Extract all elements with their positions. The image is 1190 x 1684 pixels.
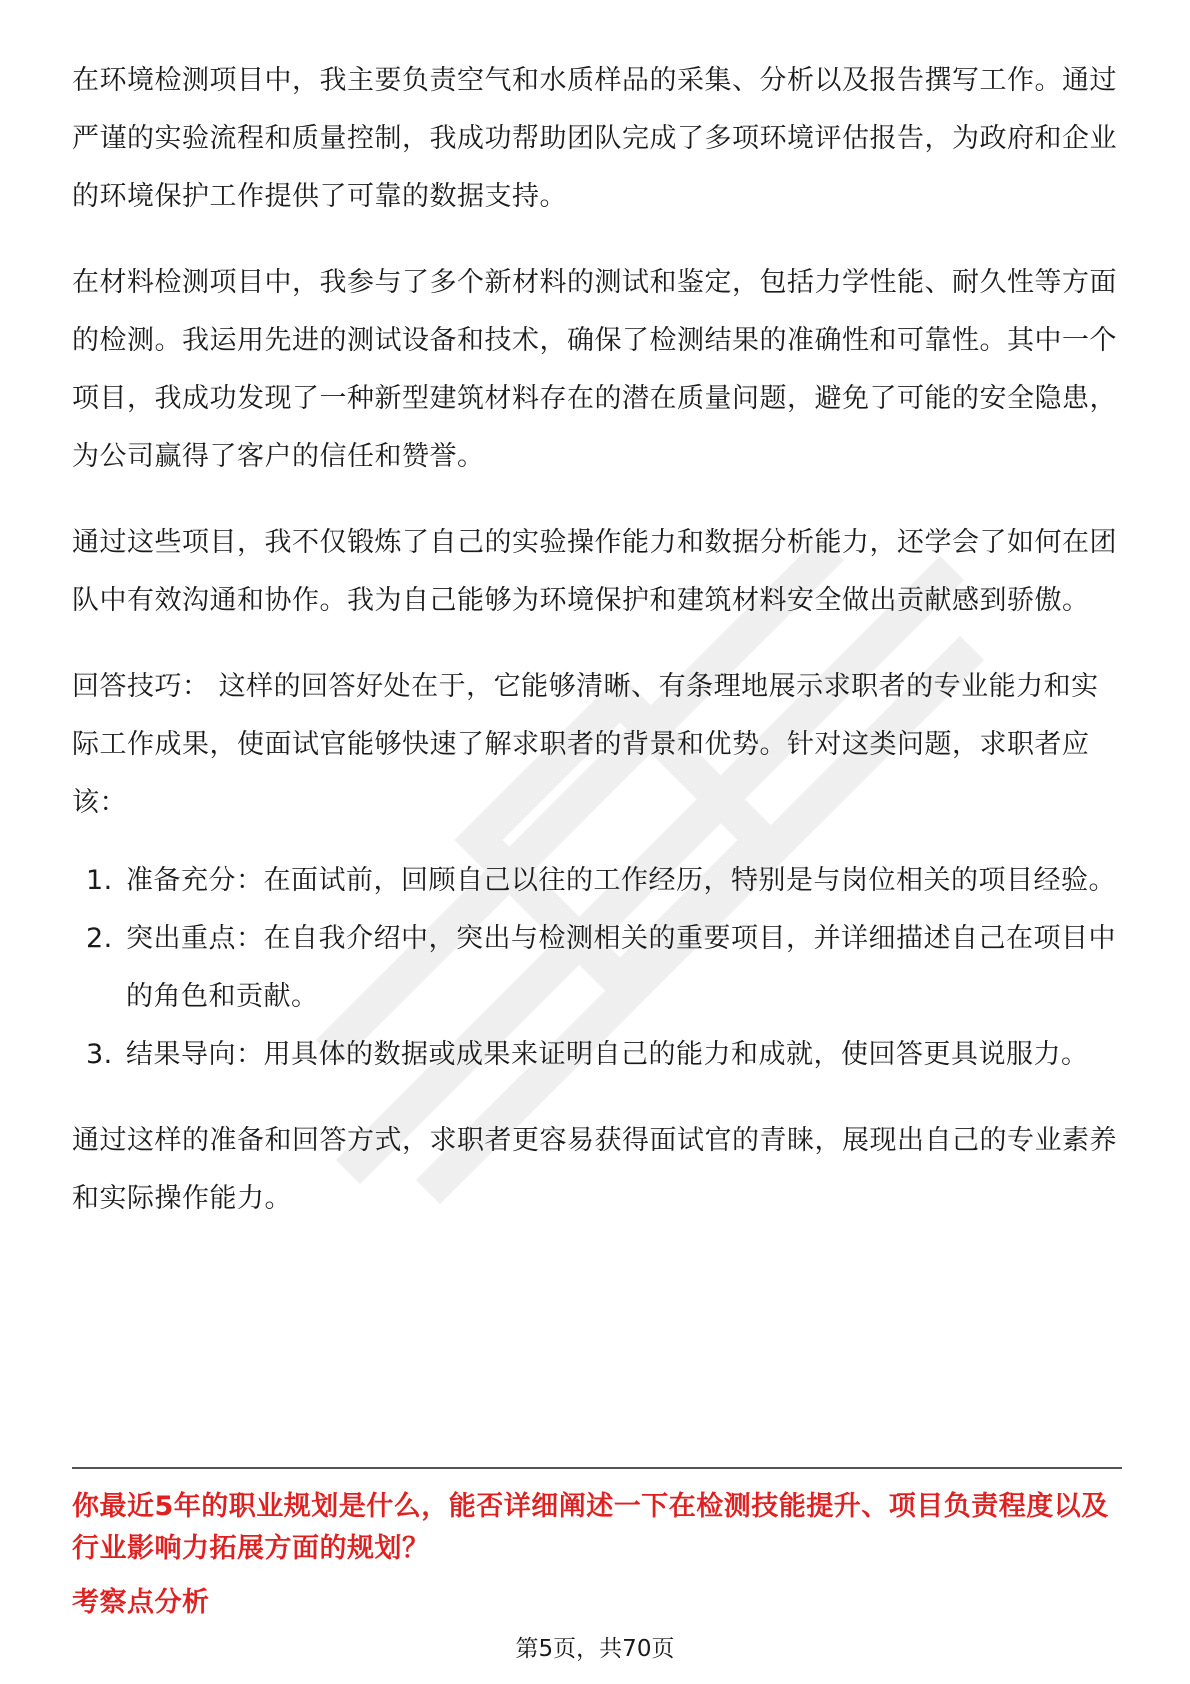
- list-number: 3.: [86, 1039, 113, 1070]
- list-text: 准备充分：在面试前，回顾自己以往的工作经历，特别是与岗位相关的项目经验。: [126, 865, 1116, 896]
- list-number: 1.: [86, 865, 113, 896]
- list-item: [72, 852, 1122, 910]
- paragraph-materials: 在材料检测项目中，我参与了多个新材料的测试和鉴定，包括力学性能、耐久性等方面的检测。我运用先进的测试设备和技术，确保了检测结果的准确性和可靠性。其中一个项目，我成功发现了一种新型建筑材料存在的潜在质量问题，避免了可能的安全隐患，为公司赢得了客户的信任和赞誉。: [72, 267, 1117, 472]
- list-text: 突出重点：在自我介绍中，突出与检测相关的重要项目，并详细描述自己在项目中的角色和贡献。: [126, 923, 1116, 1012]
- document-body: [72, 52, 1122, 1256]
- list-item: [72, 910, 1122, 1026]
- list-text: 结果导向：用具体的数据或成果来证明自己的能力和成就，使回答更具说服力。: [126, 1039, 1089, 1070]
- page-footer: 第5页，共70页: [515, 1636, 675, 1662]
- section-divider: [72, 1467, 1122, 1469]
- list-item: [72, 1026, 1122, 1084]
- tips-list: [72, 852, 1122, 1084]
- section-heading: 考察点分析: [72, 1587, 210, 1618]
- paragraph-answer-tips: 回答技巧： 这样的回答好处在于，它能够清晰、有条理地展示求职者的专业能力和实际工作成果，使面试官能够快速了解求职者的背景和优势。针对这类问题，求职者应该：: [72, 671, 1099, 818]
- paragraph-closing: 通过这样的准备和回答方式，求职者更容易获得面试官的青睐，展现出自己的专业素养和实际操作能力。: [72, 1125, 1117, 1214]
- list-number: 2.: [86, 923, 113, 954]
- interview-question: 你最近5年的职业规划是什么，能否详细阐述一下在检测技能提升、项目负责程度以及行业影响力拓展方面的规划？: [72, 1491, 1109, 1564]
- paragraph-summary: 通过这些项目，我不仅锻炼了自己的实验操作能力和数据分析能力，还学会了如何在团队中有效沟通和协作。我为自己能够为环境保护和建筑材料安全做出贡献感到骄傲。: [72, 527, 1117, 616]
- paragraph-environment: 在环境检测项目中，我主要负责空气和水质样品的采集、分析以及报告撰写工作。通过严谨的实验流程和质量控制，我成功帮助团队完成了多项环境评估报告，为政府和企业的环境保护工作提供了可靠的数据支持。: [72, 65, 1117, 212]
